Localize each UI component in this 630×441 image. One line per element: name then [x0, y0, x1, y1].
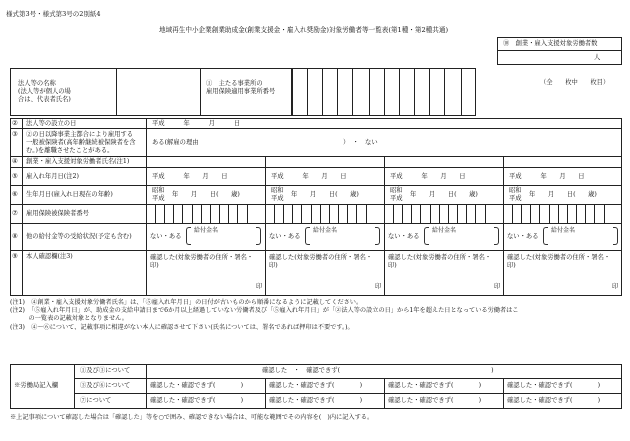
office-row3-col2[interactable]: 確認した・確認できず( ) — [269, 397, 363, 404]
worker2-benefit-choice[interactable]: ない・ある — [269, 233, 301, 240]
applicant-name-field[interactable] — [117, 69, 199, 115]
worker2-hire-date[interactable]: 平成 年 月 日 — [271, 173, 347, 180]
worker1-birthdate[interactable]: 年 月 日( 歳) — [172, 191, 240, 198]
worker2-era-heisei[interactable]: 平成 — [271, 195, 284, 202]
row5-label: 雇入れ年月日(注2) — [26, 173, 79, 180]
page-count-text: （全 枚中 枚目） — [540, 79, 610, 86]
form-number: 様式第3号・様式第3号の2別紙4 — [6, 10, 101, 18]
dismissal-yes-option[interactable]: ある(解雇の理由 — [152, 139, 199, 146]
office-row2-col4[interactable]: 確認した・確認できず( ) — [507, 382, 601, 389]
worker2-name-field[interactable] — [266, 157, 383, 166]
row7-label: 雇用保険被保険者番号 — [26, 210, 89, 217]
worker1-name-field[interactable] — [147, 157, 264, 166]
target-count-input[interactable] — [500, 51, 590, 63]
worker1-hire-date[interactable]: 平成 年 月 日 — [152, 173, 228, 180]
worker1-insurance-number[interactable] — [146, 204, 256, 223]
worker1-era-showa[interactable]: 昭和 — [152, 187, 165, 194]
target-count-label: ⑩ 創業・雇入支援対象労働者数 — [503, 40, 598, 47]
worker1-seal[interactable]: 印 — [256, 283, 263, 290]
worker3-benefit-name-label: 給付金名 — [432, 227, 457, 234]
row6-number: ⑥ — [12, 191, 18, 198]
worker1-benefit-choice[interactable]: ない・ある — [150, 233, 182, 240]
worker4-confirm-text: 確認した(対象労働者の住所・署名・ 印) — [507, 254, 611, 270]
form-title: 地域再生中小企業創業助成金(創業支援金・雇入れ奨励金)対象労働者等一覧表(第1種・第2種共通) — [159, 26, 449, 34]
worker2-benefit-name-label: 給付金名 — [313, 227, 338, 234]
worker3-hire-date[interactable]: 平成 年 月 日 — [390, 173, 466, 180]
row3-number: ③ — [12, 131, 18, 138]
row9-number: ⑨ — [12, 253, 18, 260]
row8-label: 他の給付金等の受給状況(予定も含む) — [26, 233, 132, 240]
note-2: (注2) 「⑤雇入れ年月日」が、助成金の支給申請日まで6か月以上経過していない労働者及び「⑤雇入れ年月日」が「②法人等の設立の日」から1年を超えた日となっている労働者はこ — [10, 307, 519, 314]
office-row1-confirm[interactable]: 確認した ・ 確認できず( ) — [262, 367, 494, 374]
office-number-digit-cells — [292, 68, 476, 116]
applicant-name-label: 法人等の名称 (法人等が個人の場 合は、代表者氏名) — [18, 80, 71, 104]
worker4-name-field[interactable] — [504, 157, 621, 166]
row2-label: 法人等の設立の日 — [26, 120, 77, 127]
office-row2-label: ③及び⑥について — [80, 382, 131, 389]
dismissal-no-option[interactable]: ） ・ ない — [343, 139, 378, 146]
office-row3-col3[interactable]: 確認した・確認できず( ) — [388, 397, 482, 404]
office-row1-label: ①及び③について — [80, 367, 131, 374]
worker1-confirm-text: 確認した(対象労働者の住所・署名・ 印) — [150, 254, 254, 270]
worker4-era-showa[interactable]: 昭和 — [509, 187, 522, 194]
note-1: (注1) ④創業・雇入支援対象労働者氏名」は、「⑤雇入れ年月日」の日付が古いものから順番になるように記載してください。 — [10, 299, 363, 306]
office-row2-col3[interactable]: 確認した・確認できず( ) — [388, 382, 482, 389]
office-row3-label: ⑦について — [80, 397, 112, 404]
worker4-birthdate[interactable]: 年 月 日( 歳) — [529, 191, 597, 198]
office-row3-col1[interactable]: 確認した・確認できず( ) — [150, 397, 244, 404]
office-row2-col1[interactable]: 確認した・確認できず( ) — [150, 382, 244, 389]
row6-label: 生年月日(雇入れ日現在の年齢) — [26, 191, 113, 198]
worker2-insurance-number[interactable] — [265, 204, 375, 223]
row7-number: ⑦ — [12, 210, 18, 217]
worker2-confirm-text: 確認した(対象労働者の住所・署名・ 印) — [269, 254, 373, 270]
establishment-date-field[interactable]: 平成 年 月 日 — [152, 120, 241, 127]
row9-label: 本人確認欄(注3) — [26, 253, 73, 260]
worker3-name-field[interactable] — [385, 157, 502, 166]
worker3-insurance-number[interactable] — [384, 204, 494, 223]
worker1-benefit-name-label: 給付金名 — [194, 227, 219, 234]
worker4-insurance-number[interactable] — [503, 204, 613, 223]
office-number-label: ① 主たる事業所の 雇用保険適用事業所番号 — [206, 80, 276, 96]
worker4-era-heisei[interactable]: 平成 — [509, 195, 522, 202]
office-row3-col4[interactable]: 確認した・確認できず( ) — [507, 397, 601, 404]
worker1-era-heisei[interactable]: 平成 — [152, 195, 165, 202]
worker2-seal[interactable]: 印 — [375, 283, 382, 290]
worker4-benefit-choice[interactable]: ない・ある — [507, 233, 539, 240]
row5-number: ⑤ — [12, 173, 18, 180]
note-3: (注3) ④～⑥について、記載事項に相違がない本人に確認させて下さい(氏名については、署名であれば押印は不要です。)。 — [10, 324, 354, 331]
row2-number: ② — [12, 120, 18, 127]
worker4-hire-date[interactable]: 平成 年 月 日 — [509, 173, 585, 180]
worker3-seal[interactable]: 印 — [494, 283, 501, 290]
office-section-label: ※労働局記入欄 — [14, 382, 59, 389]
worker3-era-heisei[interactable]: 平成 — [390, 195, 403, 202]
worker4-seal[interactable]: 印 — [612, 283, 619, 290]
row4-number: ④ — [12, 158, 18, 165]
row8-number: ⑧ — [12, 233, 18, 240]
worker3-birthdate[interactable]: 年 月 日( 歳) — [410, 191, 478, 198]
target-count-unit: 人 — [594, 54, 601, 61]
worker4-benefit-name-label: 給付金名 — [551, 227, 576, 234]
row4-label: 創業・雇入支援対象労働者氏名(注1) — [26, 158, 130, 165]
worker3-era-showa[interactable]: 昭和 — [390, 187, 403, 194]
footer-note: ※上記事項について確認した場合は「確認した」等を○で囲み、確認できない場合は、可能な範囲でその内容を( )内に記入する。 — [10, 414, 374, 421]
note-2-cont: の一覧表の記載対象となりません。 — [10, 315, 128, 322]
worker2-era-showa[interactable]: 昭和 — [271, 187, 284, 194]
row3-label: ②の日以降事業主都合により雇用する 一般被保険者(高年齢継続被保険者を含 む。)を離職させたことがある。 — [26, 131, 136, 154]
worker2-birthdate[interactable]: 年 月 日( 歳) — [291, 191, 359, 198]
office-row2-col2[interactable]: 確認した・確認できず( ) — [269, 382, 363, 389]
worker3-benefit-choice[interactable]: ない・ある — [388, 233, 420, 240]
worker3-confirm-text: 確認した(対象労働者の住所・署名・ 印) — [388, 254, 492, 270]
